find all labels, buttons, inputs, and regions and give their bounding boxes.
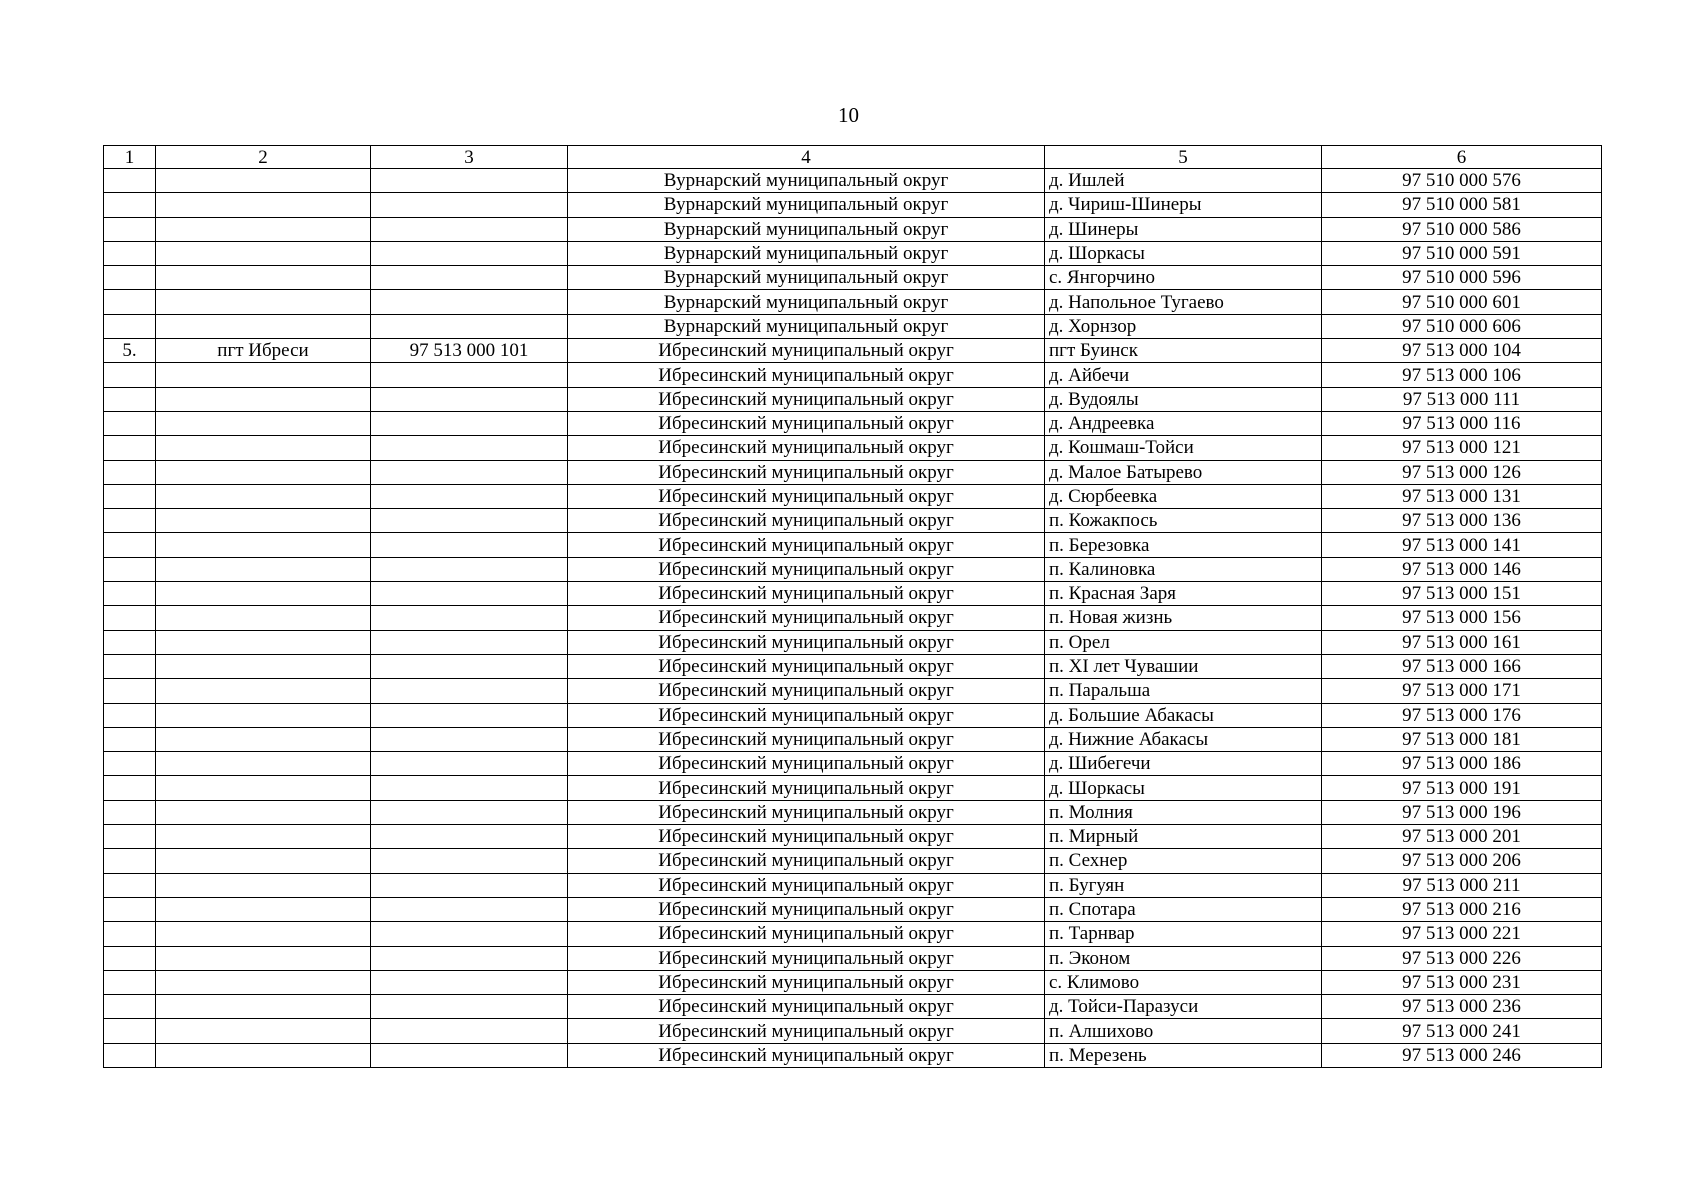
table-row (104, 825, 1602, 849)
settlement-cell (156, 460, 371, 484)
locality-cell: п. Красная Заря (1045, 582, 1322, 606)
settlement-code-cell (371, 484, 568, 508)
settlement-code-cell (371, 533, 568, 557)
locality-code-cell: 97 510 000 606 (1322, 314, 1602, 338)
locality-cell: д. Малое Батырево (1045, 460, 1322, 484)
settlement-cell (156, 970, 371, 994)
locality-code-cell: 97 513 000 171 (1322, 679, 1602, 703)
municipal-district-cell: Вурнарский муниципальный округ (568, 169, 1045, 193)
locality-cell: д. Большие Абакасы (1045, 703, 1322, 727)
settlement-cell (156, 387, 371, 411)
settlement-cell: пгт Ибреси (156, 339, 371, 363)
locality-cell: п. Бугуян (1045, 873, 1322, 897)
table-row (104, 946, 1602, 970)
locality-code-cell: 97 513 000 231 (1322, 970, 1602, 994)
settlement-cell (156, 776, 371, 800)
settlement-code-cell (371, 582, 568, 606)
locality-cell: п. Эконом (1045, 946, 1322, 970)
table-row (104, 314, 1602, 338)
municipal-district-cell: Ибресинский муниципальный округ (568, 727, 1045, 751)
settlement-code-cell (371, 849, 568, 873)
locality-cell: с. Климово (1045, 970, 1322, 994)
municipal-district-cell: Ибресинский муниципальный округ (568, 752, 1045, 776)
row-number-cell (104, 363, 156, 387)
table-row (104, 970, 1602, 994)
municipal-district-cell: Ибресинский муниципальный округ (568, 703, 1045, 727)
locality-code-cell: 97 513 000 116 (1322, 411, 1602, 435)
locality-cell: д. Чириш-Шинеры (1045, 193, 1322, 217)
municipal-district-cell: Ибресинский муниципальный округ (568, 970, 1045, 994)
settlement-cell (156, 922, 371, 946)
row-number-cell (104, 314, 156, 338)
municipal-district-cell: Ибресинский муниципальный округ (568, 411, 1045, 435)
row-number-cell (104, 1043, 156, 1067)
settlement-cell (156, 606, 371, 630)
locality-cell: п. Орел (1045, 630, 1322, 654)
locality-cell: д. Напольное Тугаево (1045, 290, 1322, 314)
municipal-district-cell: Вурнарский муниципальный округ (568, 290, 1045, 314)
row-number-cell (104, 241, 156, 265)
locality-code-cell: 97 513 000 141 (1322, 533, 1602, 557)
row-number-cell (104, 752, 156, 776)
table-row (104, 509, 1602, 533)
locality-cell: д. Сюрбеевка (1045, 484, 1322, 508)
locality-code-cell: 97 513 000 121 (1322, 436, 1602, 460)
locality-cell: п. Молния (1045, 800, 1322, 824)
settlement-cell (156, 241, 371, 265)
settlement-cell (156, 825, 371, 849)
row-number-cell (104, 533, 156, 557)
settlement-cell (156, 193, 371, 217)
municipal-district-cell: Ибресинский муниципальный округ (568, 873, 1045, 897)
settlement-cell (156, 436, 371, 460)
municipal-district-cell: Ибресинский муниципальный округ (568, 582, 1045, 606)
municipal-district-cell: Вурнарский муниципальный округ (568, 241, 1045, 265)
settlement-code-cell (371, 995, 568, 1019)
row-number-cell (104, 217, 156, 241)
locality-code-cell: 97 513 000 236 (1322, 995, 1602, 1019)
locality-cell: п. Мирный (1045, 825, 1322, 849)
row-number-cell (104, 290, 156, 314)
table-row (104, 654, 1602, 678)
settlement-code-cell (371, 241, 568, 265)
table-row (104, 922, 1602, 946)
locality-code-cell: 97 513 000 156 (1322, 606, 1602, 630)
settlement-code-cell (371, 654, 568, 678)
settlement-code-cell (371, 363, 568, 387)
locality-cell: д. Шоркасы (1045, 241, 1322, 265)
row-number-cell: 5. (104, 339, 156, 363)
row-number-cell (104, 606, 156, 630)
row-number-cell (104, 825, 156, 849)
locality-code-cell: 97 513 000 106 (1322, 363, 1602, 387)
municipal-district-cell: Вурнарский муниципальный округ (568, 217, 1045, 241)
row-number-cell (104, 460, 156, 484)
settlement-cell (156, 411, 371, 435)
table-row (104, 533, 1602, 557)
locality-code-cell: 97 513 000 201 (1322, 825, 1602, 849)
settlement-cell (156, 679, 371, 703)
settlement-cell (156, 314, 371, 338)
locality-code-cell: 97 510 000 576 (1322, 169, 1602, 193)
row-number-cell (104, 266, 156, 290)
locality-code-cell: 97 513 000 161 (1322, 630, 1602, 654)
municipal-district-cell: Ибресинский муниципальный округ (568, 363, 1045, 387)
municipal-district-cell: Вурнарский муниципальный округ (568, 314, 1045, 338)
locality-code-cell: 97 513 000 241 (1322, 1019, 1602, 1043)
row-number-cell (104, 946, 156, 970)
row-number-cell (104, 654, 156, 678)
locality-cell: д. Айбечи (1045, 363, 1322, 387)
settlement-code-cell (371, 825, 568, 849)
municipal-district-cell: Ибресинский муниципальный округ (568, 606, 1045, 630)
locality-cell: п. Березовка (1045, 533, 1322, 557)
locality-code-cell: 97 513 000 226 (1322, 946, 1602, 970)
settlement-cell (156, 557, 371, 581)
locality-cell: д. Нижние Абакасы (1045, 727, 1322, 751)
table-row (104, 630, 1602, 654)
settlement-cell (156, 946, 371, 970)
settlement-code-cell (371, 630, 568, 654)
settlement-code-cell (371, 436, 568, 460)
table-row (104, 387, 1602, 411)
table-row (104, 582, 1602, 606)
table-row (104, 1019, 1602, 1043)
column-header-2: 2 (156, 146, 371, 169)
municipal-district-cell: Ибресинский муниципальный округ (568, 509, 1045, 533)
settlement-code-cell (371, 290, 568, 314)
table-row (104, 679, 1602, 703)
row-number-cell (104, 776, 156, 800)
locality-cell: п. XI лет Чувашии (1045, 654, 1322, 678)
locality-cell: п. Мерезень (1045, 1043, 1322, 1067)
municipal-district-cell: Ибресинский муниципальный округ (568, 557, 1045, 581)
locality-cell: п. Тарнвар (1045, 922, 1322, 946)
locality-cell: д. Шинеры (1045, 217, 1322, 241)
locality-cell: с. Янгорчино (1045, 266, 1322, 290)
settlement-code-cell (371, 727, 568, 751)
table-row (104, 193, 1602, 217)
locality-code-cell: 97 513 000 146 (1322, 557, 1602, 581)
table-row (104, 800, 1602, 824)
settlement-cell (156, 484, 371, 508)
row-number-cell (104, 484, 156, 508)
locality-cell: д. Хорнзор (1045, 314, 1322, 338)
locality-code-cell: 97 513 000 196 (1322, 800, 1602, 824)
settlement-cell (156, 290, 371, 314)
settlement-code-cell (371, 800, 568, 824)
settlement-code-cell (371, 169, 568, 193)
settlement-cell (156, 703, 371, 727)
table-row (104, 266, 1602, 290)
settlement-code-cell (371, 1043, 568, 1067)
municipal-district-cell: Ибресинский муниципальный округ (568, 339, 1045, 363)
settlement-cell (156, 266, 371, 290)
row-number-cell (104, 509, 156, 533)
settlement-code-cell (371, 679, 568, 703)
municipal-district-cell: Ибресинский муниципальный округ (568, 654, 1045, 678)
table-row (104, 849, 1602, 873)
locality-cell: д. Вудоялы (1045, 387, 1322, 411)
locality-code-cell: 97 513 000 151 (1322, 582, 1602, 606)
locality-code-cell: 97 513 000 111 (1322, 387, 1602, 411)
settlement-cell (156, 1043, 371, 1067)
locality-code-cell: 97 513 000 191 (1322, 776, 1602, 800)
row-number-cell (104, 873, 156, 897)
settlement-code-cell (371, 703, 568, 727)
settlement-cell (156, 800, 371, 824)
municipal-district-cell: Ибресинский муниципальный округ (568, 484, 1045, 508)
locality-code-cell: 97 510 000 596 (1322, 266, 1602, 290)
locality-code-cell: 97 510 000 586 (1322, 217, 1602, 241)
municipal-district-cell: Ибресинский муниципальный округ (568, 387, 1045, 411)
settlement-code-cell (371, 752, 568, 776)
table-row (104, 484, 1602, 508)
municipal-district-cell: Ибресинский муниципальный округ (568, 800, 1045, 824)
locality-cell: п. Калиновка (1045, 557, 1322, 581)
settlement-code-cell (371, 606, 568, 630)
settlement-code-cell (371, 1019, 568, 1043)
locality-cell: пгт Буинск (1045, 339, 1322, 363)
locality-code-cell: 97 513 000 126 (1322, 460, 1602, 484)
locality-code-cell: 97 513 000 246 (1322, 1043, 1602, 1067)
table-row (104, 339, 1602, 363)
row-number-cell (104, 436, 156, 460)
row-number-cell (104, 679, 156, 703)
municipal-district-cell: Ибресинский муниципальный округ (568, 897, 1045, 921)
locality-cell: п. Паральша (1045, 679, 1322, 703)
settlement-code-cell (371, 266, 568, 290)
settlement-code-cell (371, 946, 568, 970)
column-header-1: 1 (104, 146, 156, 169)
settlement-code-cell (371, 411, 568, 435)
column-header-3: 3 (371, 146, 568, 169)
settlement-code-cell (371, 509, 568, 533)
table-row (104, 727, 1602, 751)
settlement-code-cell: 97 513 000 101 (371, 339, 568, 363)
municipal-district-cell: Ибресинский муниципальный округ (568, 1043, 1045, 1067)
locality-code-cell: 97 513 000 104 (1322, 339, 1602, 363)
locality-code-cell: 97 513 000 181 (1322, 727, 1602, 751)
table-header-row (104, 146, 1602, 169)
municipal-district-cell: Ибресинский муниципальный округ (568, 533, 1045, 557)
row-number-cell (104, 411, 156, 435)
locality-code-cell: 97 513 000 176 (1322, 703, 1602, 727)
table-row (104, 411, 1602, 435)
locality-code-cell: 97 510 000 601 (1322, 290, 1602, 314)
row-number-cell (104, 727, 156, 751)
locality-code-cell: 97 513 000 216 (1322, 897, 1602, 921)
locality-cell: п. Спотара (1045, 897, 1322, 921)
table-row (104, 217, 1602, 241)
table-body (104, 146, 1602, 1068)
municipal-district-cell: Ибресинский муниципальный округ (568, 776, 1045, 800)
table-row (104, 776, 1602, 800)
settlement-cell (156, 873, 371, 897)
row-number-cell (104, 169, 156, 193)
municipal-district-cell: Ибресинский муниципальный округ (568, 1019, 1045, 1043)
locality-cell: д. Ишлей (1045, 169, 1322, 193)
municipal-district-cell: Вурнарский муниципальный округ (568, 193, 1045, 217)
municipal-district-cell: Ибресинский муниципальный округ (568, 460, 1045, 484)
table-row (104, 995, 1602, 1019)
settlement-cell (156, 995, 371, 1019)
settlement-code-cell (371, 193, 568, 217)
municipal-district-cell: Ибресинский муниципальный округ (568, 922, 1045, 946)
table-row (104, 241, 1602, 265)
settlement-code-cell (371, 922, 568, 946)
settlement-cell (156, 752, 371, 776)
locality-code-cell: 97 513 000 186 (1322, 752, 1602, 776)
settlement-cell (156, 509, 371, 533)
settlement-code-cell (371, 873, 568, 897)
locality-code-cell: 97 510 000 581 (1322, 193, 1602, 217)
settlement-cell (156, 654, 371, 678)
settlement-code-cell (371, 897, 568, 921)
row-number-cell (104, 557, 156, 581)
settlement-cell (156, 169, 371, 193)
locality-cell: п. Кожакпось (1045, 509, 1322, 533)
settlement-cell (156, 533, 371, 557)
settlement-cell (156, 897, 371, 921)
municipal-district-cell: Ибресинский муниципальный округ (568, 436, 1045, 460)
table-row (104, 169, 1602, 193)
locality-code-cell: 97 513 000 131 (1322, 484, 1602, 508)
row-number-cell (104, 1019, 156, 1043)
row-number-cell (104, 630, 156, 654)
locality-code-cell: 97 513 000 136 (1322, 509, 1602, 533)
table-row (104, 873, 1602, 897)
row-number-cell (104, 193, 156, 217)
locality-cell: д. Андреевка (1045, 411, 1322, 435)
settlement-cell (156, 363, 371, 387)
municipal-district-cell: Вурнарский муниципальный округ (568, 266, 1045, 290)
settlement-cell (156, 1019, 371, 1043)
locality-cell: д. Тойси-Паразуси (1045, 995, 1322, 1019)
locality-cell: д. Кошмаш-Тойси (1045, 436, 1322, 460)
table-row (104, 703, 1602, 727)
settlement-code-cell (371, 776, 568, 800)
municipal-district-cell: Ибресинский муниципальный округ (568, 630, 1045, 654)
table-row (104, 897, 1602, 921)
column-header-4: 4 (568, 146, 1045, 169)
row-number-cell (104, 703, 156, 727)
locality-code-cell: 97 513 000 206 (1322, 849, 1602, 873)
row-number-cell (104, 800, 156, 824)
locality-cell: д. Шибегечи (1045, 752, 1322, 776)
locality-code-cell: 97 513 000 211 (1322, 873, 1602, 897)
table-row (104, 557, 1602, 581)
locality-cell: п. Сехнер (1045, 849, 1322, 873)
table-row (104, 290, 1602, 314)
settlement-code-cell (371, 217, 568, 241)
locality-cell: п. Алшихово (1045, 1019, 1322, 1043)
locality-code-cell: 97 513 000 221 (1322, 922, 1602, 946)
row-number-cell (104, 970, 156, 994)
table-row (104, 752, 1602, 776)
locality-cell: п. Новая жизнь (1045, 606, 1322, 630)
table-row (104, 460, 1602, 484)
settlements-table (103, 145, 1602, 1068)
page-number: 10 (838, 103, 859, 127)
settlement-code-cell (371, 387, 568, 411)
settlement-cell (156, 849, 371, 873)
row-number-cell (104, 387, 156, 411)
settlement-code-cell (371, 460, 568, 484)
row-number-cell (104, 922, 156, 946)
column-header-6: 6 (1322, 146, 1602, 169)
municipal-district-cell: Ибресинский муниципальный округ (568, 995, 1045, 1019)
municipal-district-cell: Ибресинский муниципальный округ (568, 825, 1045, 849)
settlement-code-cell (371, 970, 568, 994)
row-number-cell (104, 582, 156, 606)
settlement-code-cell (371, 314, 568, 338)
row-number-cell (104, 995, 156, 1019)
settlement-cell (156, 727, 371, 751)
locality-code-cell: 97 513 000 166 (1322, 654, 1602, 678)
row-number-cell (104, 897, 156, 921)
municipal-district-cell: Ибресинский муниципальный округ (568, 946, 1045, 970)
locality-cell: д. Шоркасы (1045, 776, 1322, 800)
settlement-cell (156, 217, 371, 241)
settlement-code-cell (371, 557, 568, 581)
locality-code-cell: 97 510 000 591 (1322, 241, 1602, 265)
column-header-5: 5 (1045, 146, 1322, 169)
row-number-cell (104, 849, 156, 873)
table-row (104, 363, 1602, 387)
settlement-cell (156, 582, 371, 606)
settlement-cell (156, 630, 371, 654)
municipal-district-cell: Ибресинский муниципальный округ (568, 849, 1045, 873)
municipal-district-cell: Ибресинский муниципальный округ (568, 679, 1045, 703)
table-row (104, 436, 1602, 460)
table-row (104, 606, 1602, 630)
table-row (104, 1043, 1602, 1067)
